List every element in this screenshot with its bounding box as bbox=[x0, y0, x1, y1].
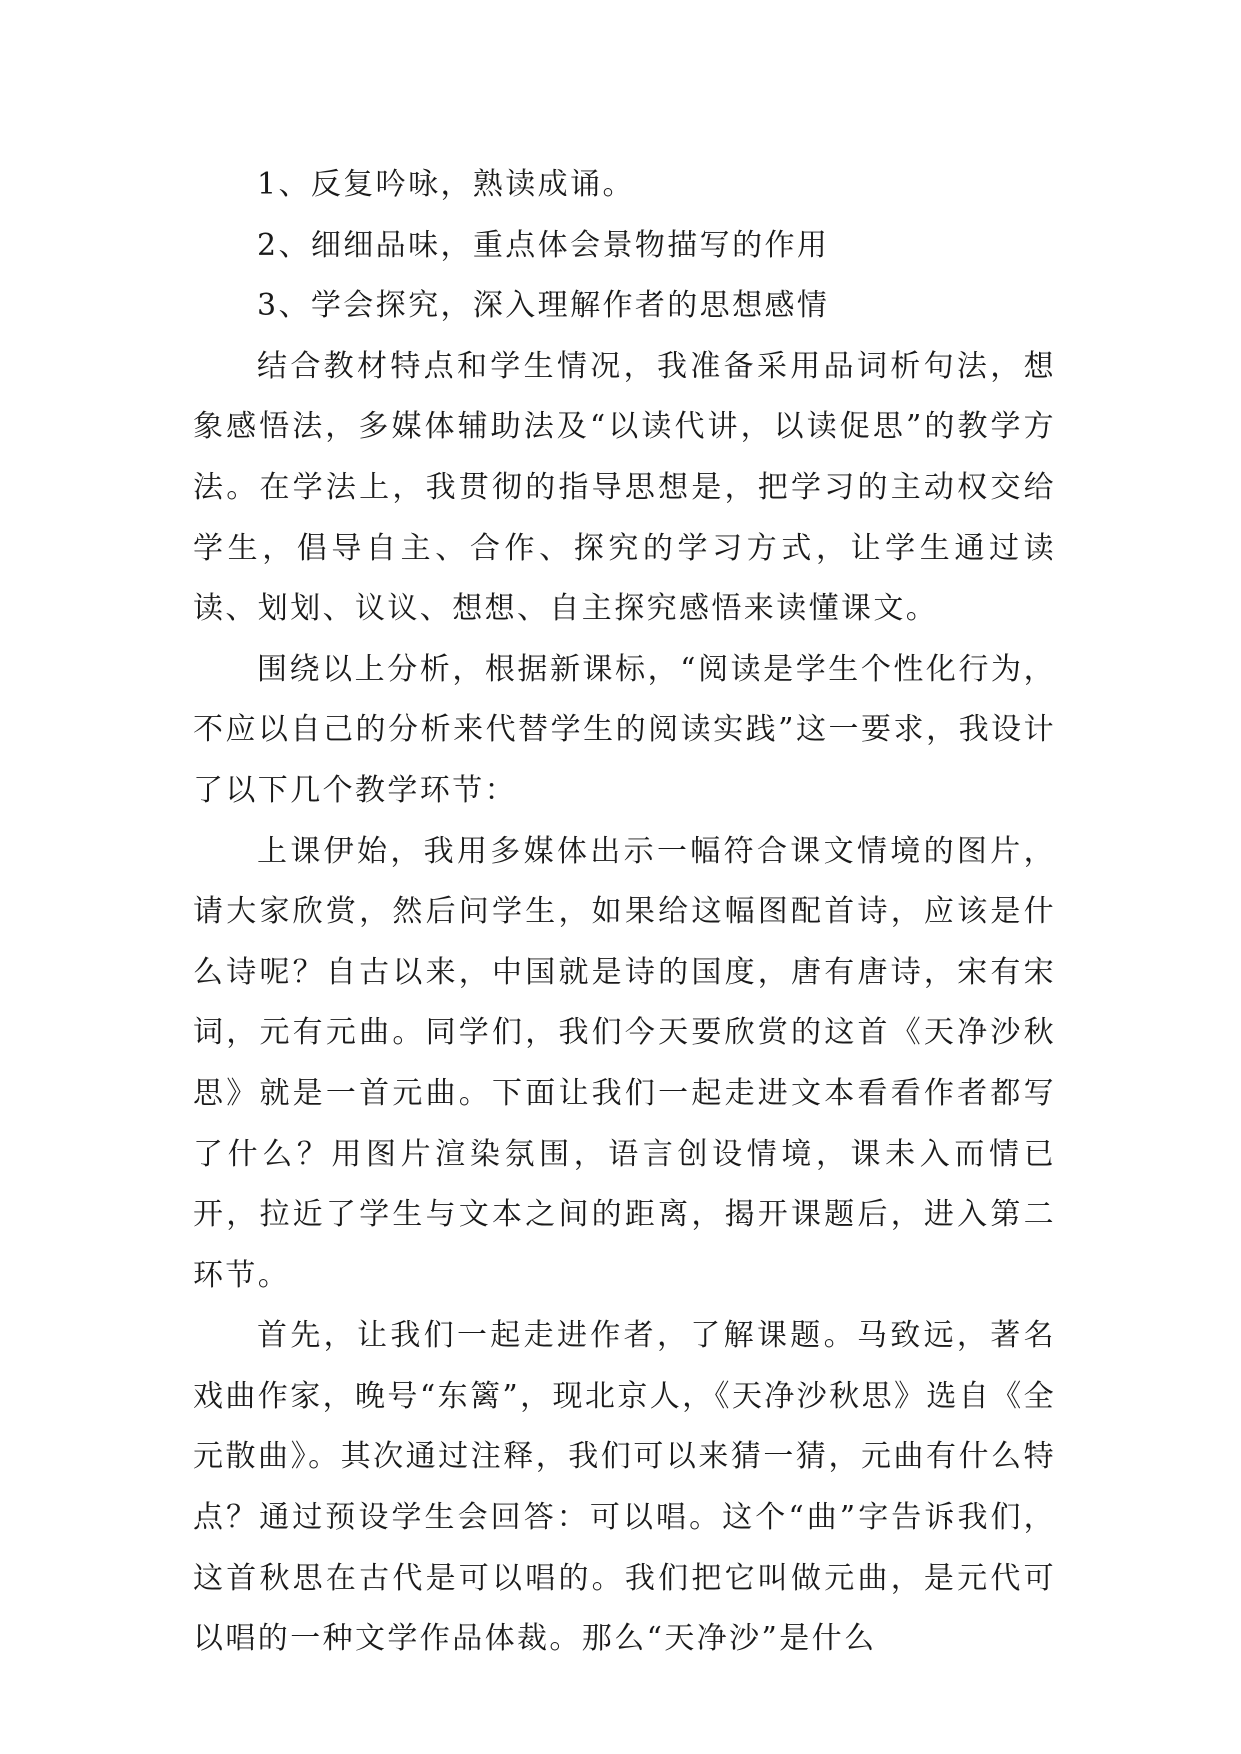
goal-item-3: 3、学会探究，深入理解作者的思想感情 bbox=[257, 288, 830, 324]
author-intro-paragraph: 首先，让我们一起走进作者，了解课题。马致远，著名戏曲作家，晚号“东篱”，现北京人，《天净沙秋思》选自《全元散曲》。其次通过注释，我们可以来猜一猜，元曲有什么特点？通过预设学生会回答：可以唱。这个“曲”字告诉我们，这首秋思在古代是可以唱的。我们把它叫做元曲，是元代可以唱的一种文学作品体裁。那么“天净沙”是什么 bbox=[193, 1318, 1056, 1657]
teaching-method-paragraph: 结合教材特点和学生情况，我准备采用品词析句法，想象感悟法，多媒体辅助法及“以读代讲，以读促思”的教学方法。在学法上，我贯彻的指导思想是，把学习的主动权交给学生，倡导自主、合作、探究的学习方式，让学生通过读读、划划、议议、想想、自主探究感悟来读懂课文。 bbox=[193, 348, 1056, 627]
design-intro-paragraph: 围绕以上分析，根据新课标，“阅读是学生个性化行为，不应以自己的分析来代替学生的阅读实践”这一要求，我设计了以下几个教学环节： bbox=[193, 651, 1056, 808]
goal-item-2: 2、细细品味，重点体会景物描写的作用 bbox=[257, 227, 830, 263]
goal-item-1: 1、反复吟咏，熟读成诵。 bbox=[257, 167, 635, 202]
lesson-opening-paragraph: 上课伊始，我用多媒体出示一幅符合课文情境的图片，请大家欣赏，然后问学生，如果给这幅图配首诗，应该是什么诗呢？自古以来，中国就是诗的国度，唐有唐诗，宋有宋词，元有元曲。同学们，我们今天要欣赏的这首《天净沙秋思》就是一首元曲。下面让我们一起走进文本看看作者都写了什么？用图片渲染氛围，语言创设情境，课未入而情已开，拉近了学生与文本之间的距离，揭开课题后，进入第二环节。 bbox=[193, 833, 1056, 1293]
